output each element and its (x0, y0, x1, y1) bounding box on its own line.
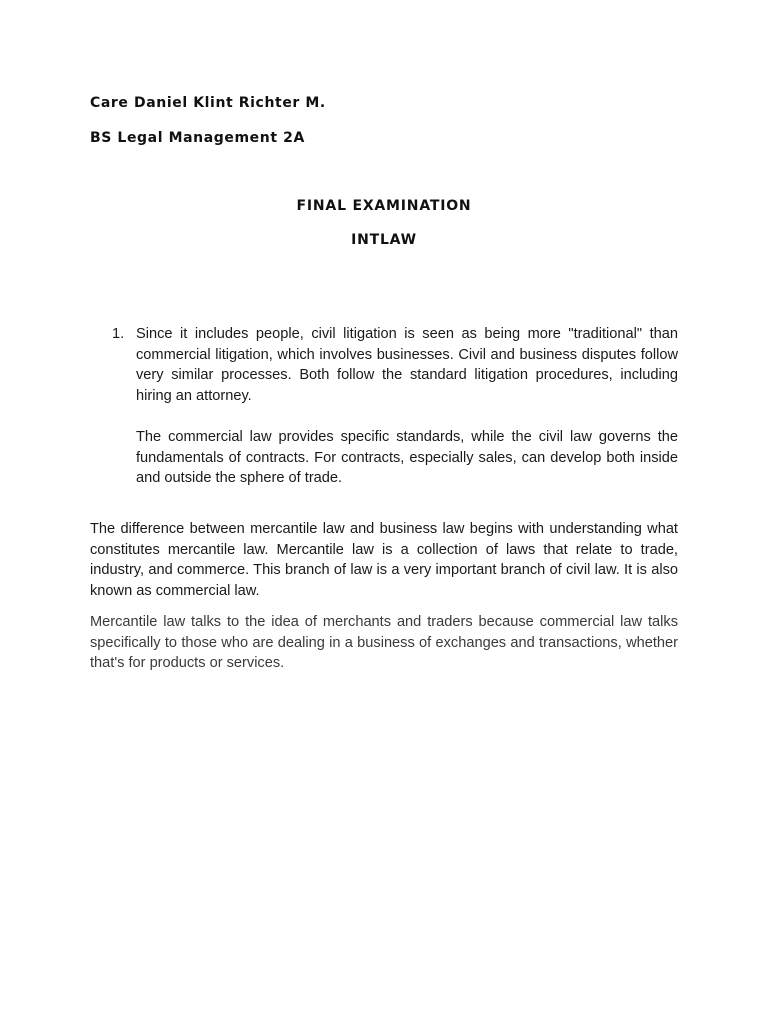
answer-paragraph: Since it includes people, civil litigation is seen as being more "traditional" than commercial litigation, which involves businesses. Civil and business disputes follow very similar processes. Both follow the standard litigation procedures, including hiring an attorney. (136, 326, 678, 404)
list-item-content (136, 324, 678, 510)
list-item-number: 1. (112, 326, 125, 342)
body-paragraph: Mercantile law talks to the idea of merchants and traders because commercial law talks specifically to those who are dealing in a business of exchanges and transactions, whether that's for products or services. (90, 614, 678, 671)
subject-title: INTLAW (351, 232, 417, 248)
answer-paragraph: The commercial law provides specific standards, while the civil law governs the fundamentals of contracts. For contracts, especially sales, can develop both inside and outside the sphere of trade. (136, 429, 678, 486)
body-paragraph: The difference between mercantile law and business law begins with understanding what constitutes mercantile law. Mercantile law is a collection of laws that relate to trade, industry, and commerce. This branch of law is a very important branch of civil law. It is also known as commercial law. (90, 521, 678, 599)
student-program: BS Legal Management 2A (90, 130, 305, 146)
exam-title: FINAL EXAMINATION (296, 198, 472, 214)
student-name: Care Daniel Klint Richter M. (90, 95, 326, 111)
